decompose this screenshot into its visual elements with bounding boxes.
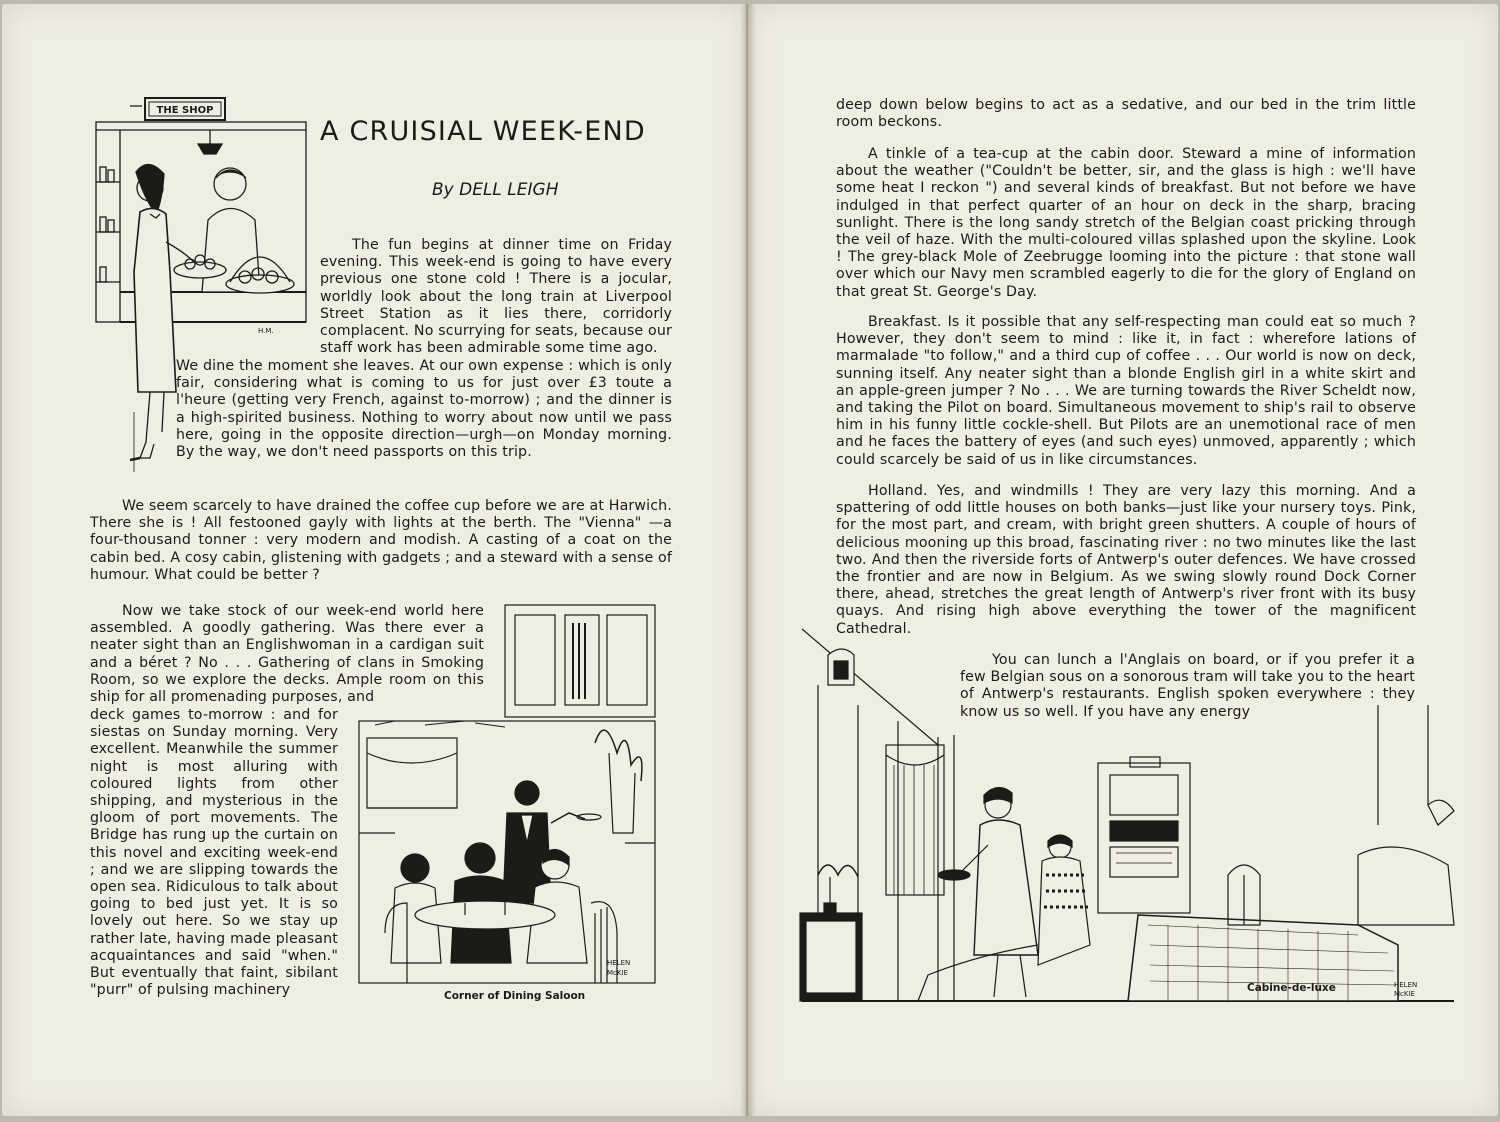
article-byline: By DELL LEIGH bbox=[432, 180, 559, 200]
right-paragraph-2: A tinkle of a tea-cup at the cabin door. Steward a mine of information about the weather ("Couldn't be better, sir, and the glass is high : we'll have some heat I reckon ") and several kinds of breakfast. But not before we have indulged in that perfect quarter of an hour on deck in the sharp, bracing sunlight. There is the long sandy stretch of the Belgian coast pricking through the veil of haze. With the multi-coloured villas splashed upon the skyline. Look ! The grey-black Mole of Zeebrugge looming into the picture : that stone wall over which our Navy men scrambled eagerly to die for the glory of England on that great St. George's Day. bbox=[836, 146, 1416, 300]
dining-caption: Corner of Dining Saloon bbox=[444, 990, 586, 1002]
article-title: A CRUISIAL WEEK-END bbox=[320, 116, 646, 147]
cabin-signature-line-2: McKIE bbox=[1394, 990, 1415, 998]
left-paragraph-3b: deck games to-morrow : and for siestas on Sunday morning. Very excellent. Meanwhile the summer night is most alluring with coloured lights from other shipping, and mysterious in the gloom of port movements. The Bridge has rung up the curtain on this novel and exciting week-end ; and we are slipping towards the open sea. Ridiculous to talk about going to bed just yet. It is so lovely out here. So we stay up rather late, having made pleasant acquaintances and said "when." But eventually that faint, sibilant "purr" of pulsing machinery bbox=[90, 707, 338, 999]
left-paragraph-1b: We dine the moment she leaves. At our own expense : which is only fair, considering what is coming to us for just over £3 toute a l'heure (getting very French, against to-morrow) ; and the dinner is a high-spirited business. Nothing to worry about now until we pass here, going in the opposite direction—urgh—on Monday morning. By the way, we don't need passports on this trip. bbox=[176, 358, 672, 461]
cabin-illustration bbox=[798, 625, 1458, 1005]
shop-sign-text: THE SHOP bbox=[156, 105, 214, 116]
left-paragraph-3a: Now we take stock of our week-end world here assembled. A goodly gathering. Was there ever a neater sight than an Englishwoman in a cardigan suit and a béret ? No . . . Gathering of clans in Smoking Room, so we explore the decks. Ample room on this ship for all promenading purposes, and bbox=[90, 603, 484, 706]
right-paragraph-4: Holland. Yes, and windmills ! They are very lazy this morning. And a spattering of odd little houses on both banks—just like your nursery toys. Pink, for the most part, and cream, with bright green shutters. A couple of hours of delicious mooning up this broad, fascinating river : no two minutes like the last two. And then the riverside forts of Antwerp's outer defences. We have crossed the frontier and are now in Belgium. As we swing slowly round Dock Corner there, ahead, stretches the great length of Antwerp's river front with its busy quays. And rising high above everything the tower of the magnificent Cathedral. bbox=[836, 483, 1416, 637]
illustration-initials: H.M. bbox=[258, 327, 274, 335]
left-paragraph-1a: The fun begins at dinner time on Friday evening. This week-end is going to have every previous one stone cold ! There is a jocular, worldly look about the long train at Liverpool Street Station as it lies there, corridorly complacent. No scurrying for seats, because our staff work has been admirable some time ago. bbox=[320, 237, 672, 357]
dining-signature-line-1: HELEN bbox=[607, 959, 631, 967]
right-paragraph-3: Breakfast. Is it possible that any self-respecting man could eat so much ? However, they don't seem to mind : like it, in fact : wherefore lations of marmalade "to follow," and a third cup of coffee . . . Our world is now on deck, sunning itself. Any neater sight than a blonde English girl in a white skirt and an apple-green jumper ? No . . . We are turning towards the River Scheldt now, and taking the Pilot on board. Simultaneous movement to ship's rail to observe him in his funny little cockle-shell. But Pilots are an unemotional race of men and he faces the battery of eyes (and such eyes) unmoved, apparently ; which could scarcely be said of us in like circumstances. bbox=[836, 314, 1416, 468]
cabin-signature-line-1: HELEN bbox=[1394, 981, 1418, 989]
dining-saloon-illustration bbox=[355, 603, 665, 988]
left-paragraph-2: We seem scarcely to have drained the coffee cup before we are at Harwich. There she is ! All festooned gayly with lights at the berth. The "Vienna" —a four-thousand tonner : very modern and modish. A casting of a coat on the cabin bed. A cosy cabin, glistening with gadgets ; and a steward with a sense of humour. What could be better ? bbox=[90, 498, 672, 583]
cabin-caption: Cabine-de-luxe bbox=[1247, 982, 1336, 994]
page-gutter bbox=[740, 4, 756, 1116]
right-paragraph-5: You can lunch a l'Anglais on board, or if you prefer it a few Belgian sous on a sonorous tram will take you to the heart of Antwerp's restaurants. English spoken everywhere : they know us so well. If you have any energy bbox=[960, 652, 1415, 720]
right-paragraph-1: deep down below begins to act as a sedative, and our bed in the trim little room beckons. bbox=[836, 97, 1416, 131]
dining-signature-line-2: McKIE bbox=[607, 969, 628, 977]
